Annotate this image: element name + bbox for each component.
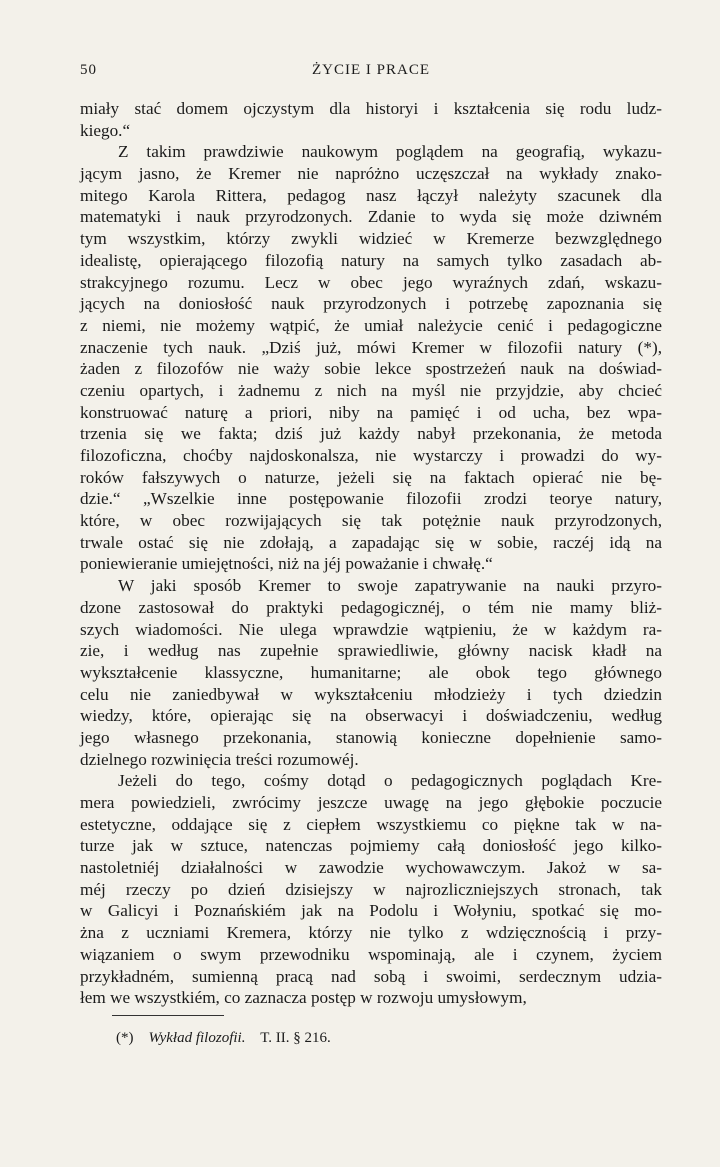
text-line: przykładném, sumienną pracą nad sobą i swoimi, serdecznym udzia- — [80, 966, 662, 986]
text-line: strakcyjnego rozumu. Lecz w obec jego wyraźnych zdań, wskazu- — [80, 272, 662, 292]
page-number: 50 — [80, 62, 97, 78]
paragraph — [80, 98, 662, 141]
text-line: żna z uczniami Kremera, którzy nie tylko z wdzięcznością i przy- — [80, 923, 662, 943]
text-line: dzie.“ „Wszelkie inne postępowanie filozofii zrodzi teorye natury, — [80, 489, 662, 509]
text-line: tym wszystkim, którzy zwykli widzieć w Kremerze bezwzględnego — [80, 229, 662, 249]
text-line: Z takim prawdziwie naukowym poglądem na geografią, wykazu- — [118, 142, 662, 162]
paragraph — [80, 575, 662, 770]
text-line: które, w obec rozwijających się tak potężnie nauk przyrodzonych, — [80, 511, 662, 531]
text-line: filozoficzna, choćby najdoskonalsza, nie wystarczy i prowadzi do wy- — [80, 446, 662, 465]
text-line: W jaki sposób Kremer to swoje zapatrywanie na nauki przyro- — [118, 576, 662, 596]
text-line: matematyki i nauk przyrodzonych. Zdanie to wyda się może dziwném — [80, 207, 662, 227]
text-line: miały stać domem ojczystym dla historyi i kształcenia się rodu ludz- — [80, 99, 662, 118]
paragraph — [80, 770, 662, 1009]
text-line: żaden z filozofów nie waży sobie lekce spostrzeżeń nauk na doświad- — [80, 359, 662, 379]
text-line: mitego Karola Rittera, pedagog nasz łączył należyty szacunek dla — [80, 185, 662, 205]
text-line: jących na doniosłość nauk przyrodzonych i potrzebę zapoznania się — [80, 294, 662, 314]
text-line: estetyczne, oddające się z ciepłem wszystkiemu co piękne tak w na- — [80, 814, 662, 834]
text-line: trzenia się we fakta; dziś już każdy nabył przekonania, że metoda — [80, 424, 662, 444]
text-line: konstruować naturę a priori, niby na pamięć i od ucha, bez wpa- — [80, 402, 662, 422]
footnote-reference: T. II. § 216. — [260, 1030, 331, 1046]
text-line: zie, i według nas zupełnie sprawiedliwie, główny nacisk kładł na — [80, 641, 662, 661]
text-line: idealistę, opierającego filozofią natury na samych tylko zasadach ab- — [80, 250, 662, 270]
text-line: poniewieranie umiejętności, niż na jéj poważanie i chwałę.“ — [80, 554, 493, 574]
footnote-source: Wykład filozofii. — [148, 1030, 246, 1046]
text-line: z niemi, nie możemy wątpić, że umiał należycie cenić i pedagogiczne — [80, 315, 662, 335]
text-line: szych wiadomości. Nie ulega wprawdzie wątpieniu, że w każdym ra- — [80, 619, 662, 639]
text-line: trwale ostać się nie zdołają, a zapadając się w sobie, raczéj idą na — [80, 532, 662, 552]
text-line: nastoletniéj działalności w zawodzie wychowawczym. Jakoż w sa- — [80, 858, 662, 878]
running-title: ŻYCIE I PRACE — [312, 62, 430, 78]
text-line: znaczenie tych nauk. „Dziś już, mówi Kremer w filozofii natury (*), — [80, 337, 662, 357]
footnote-divider — [112, 1015, 224, 1016]
footnote — [116, 1030, 331, 1047]
text-line: jącym jasno, że Kremer nie napróżno uczęszczał na wykłady znako- — [80, 164, 662, 184]
text-line: Jeżeli do tego, cośmy dotąd o pedagogicznych poglądach Kre- — [118, 771, 662, 791]
text-line: dzielnego rozwinięcia treści rozumowéj. — [80, 749, 359, 769]
paragraph — [80, 141, 662, 575]
text-line: wykształcenie klassyczne, humanitarne; ale obok tego głównego — [80, 662, 662, 682]
body-text — [80, 98, 662, 1009]
text-line: turze jak w sztuce, natenczas pojmiemy całą doniosłość jego kilko- — [80, 836, 662, 856]
text-line: dzone zastosował do praktyki pedagogicznéj, o tém nie mamy bliż- — [80, 597, 662, 617]
footnote-marker: (*) — [116, 1030, 134, 1046]
text-line: mera powiedzieli, zwrócimy jeszcze uwagę na jego głębokie poczucie — [80, 793, 662, 812]
text-line: jego własnego przekonania, stanowią konieczne dopełnienie samo- — [80, 727, 662, 747]
text-line: méj rzeczy po dzień dzisiejszy w najrozliczniejszych stronach, tak — [80, 879, 662, 899]
text-line: łem we wszystkiém, co zaznacza postęp w rozwoju umysłowym, — [80, 988, 527, 1008]
text-line: czeniu opartych, i żadnemu z nich na myśl nie przyjdzie, aby chcieć — [80, 380, 662, 400]
text-line: wiedzy, które, opierając się na obserwacyi i doświadczeniu, według — [80, 706, 662, 726]
page-header — [80, 62, 662, 86]
text-line: wiązaniem o swym przewodniku wspominają, ale i czynem, życiem — [80, 944, 662, 964]
text-line: kiego.“ — [80, 120, 131, 140]
text-line: roków fałszywych o naturze, jeżeli się na faktach opierać nie bę- — [80, 467, 662, 487]
text-line: celu nie zaniedbywał w wykształceniu młodzieży i tych dziedzin — [80, 684, 662, 704]
text-line: w Galicyi i Poznańskiém jak na Podolu i Wołyniu, spotkać się mo- — [80, 901, 662, 921]
